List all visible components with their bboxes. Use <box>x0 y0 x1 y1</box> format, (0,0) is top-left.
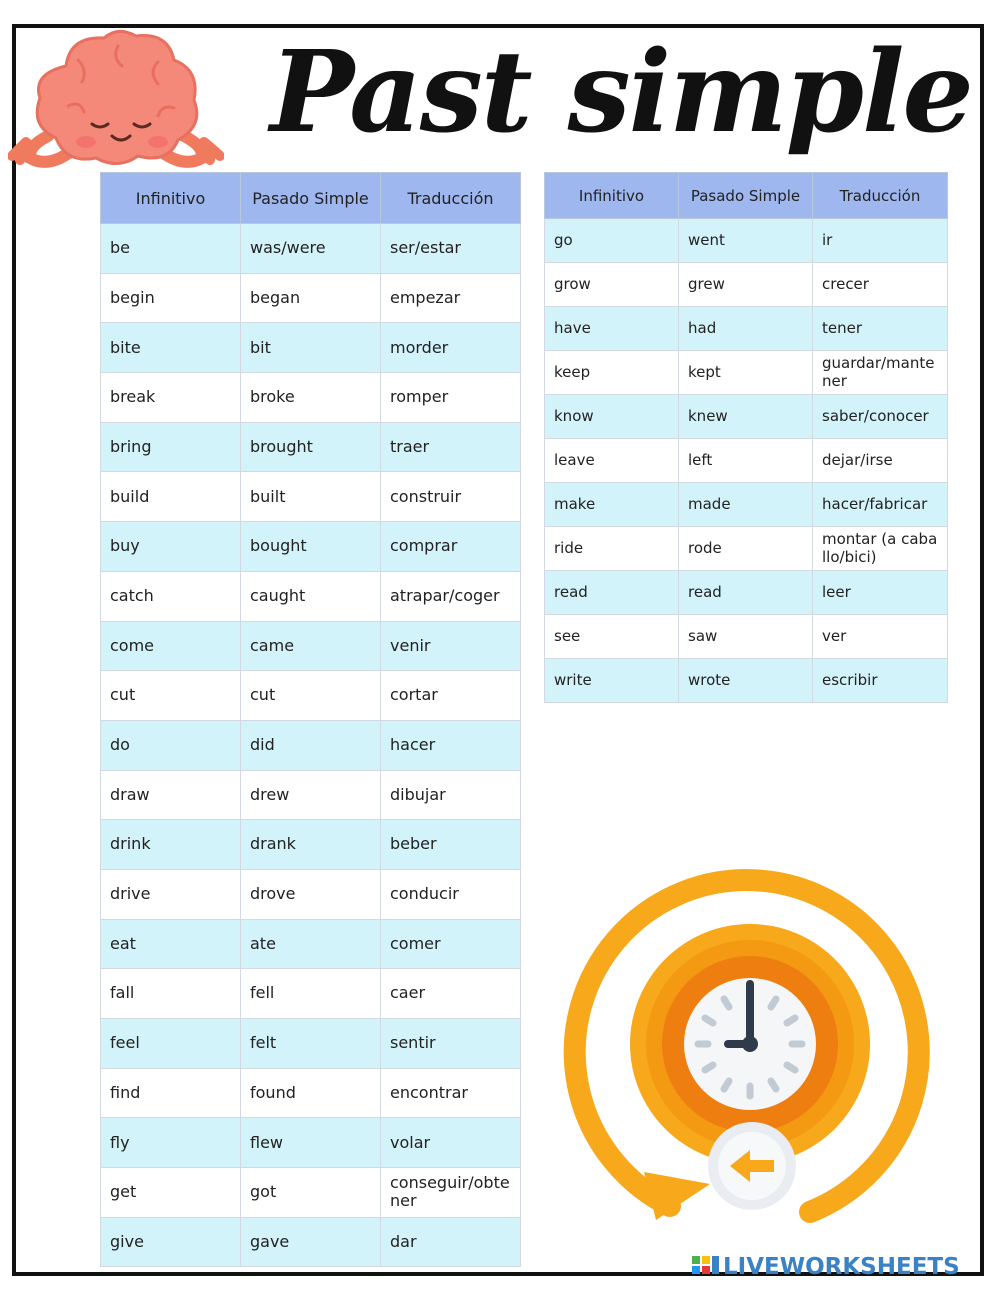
table-row <box>101 820 521 870</box>
liveworksheets-logo-icon <box>692 1254 720 1280</box>
cell-translation: crecer <box>813 263 948 307</box>
liveworksheets-brand[interactable] <box>692 1252 960 1282</box>
cell-past-simple: went <box>679 219 813 263</box>
cell-past-simple: began <box>241 273 381 323</box>
cell-past-simple: drove <box>241 869 381 919</box>
table-row <box>545 307 948 351</box>
table-row <box>101 919 521 969</box>
cell-past-simple: wrote <box>679 659 813 703</box>
cell-past-simple: brought <box>241 422 381 472</box>
cell-infinitive: be <box>101 224 241 274</box>
table-row <box>101 1217 521 1267</box>
cell-translation: escribir <box>813 659 948 703</box>
cell-infinitive: eat <box>101 919 241 969</box>
meditating-brain-icon <box>8 26 224 176</box>
cell-past-simple: rode <box>679 527 813 571</box>
cell-translation: montar (a caballo/bici) <box>813 527 948 571</box>
cell-past-simple: broke <box>241 373 381 423</box>
header-infinitivo: Infinitivo <box>101 173 241 224</box>
cell-infinitive: do <box>101 720 241 770</box>
table-row <box>101 1168 521 1218</box>
cell-past-simple: bit <box>241 323 381 373</box>
cell-infinitive: ride <box>545 527 679 571</box>
table-row <box>545 615 948 659</box>
brand-name: LIVEWORKSHEETS <box>723 1254 960 1280</box>
cell-translation: ver <box>813 615 948 659</box>
table-header-row <box>101 173 521 224</box>
page-title: Past simple <box>270 27 972 158</box>
header-traduccion: Traducción <box>813 173 948 219</box>
cell-past-simple: gave <box>241 1217 381 1267</box>
cell-infinitive: know <box>545 395 679 439</box>
cell-infinitive: leave <box>545 439 679 483</box>
cell-infinitive: fall <box>101 969 241 1019</box>
cell-past-simple: did <box>241 720 381 770</box>
table-row <box>101 422 521 472</box>
cell-infinitive: break <box>101 373 241 423</box>
table-row <box>545 351 948 395</box>
table-row <box>545 395 948 439</box>
cell-infinitive: get <box>101 1168 241 1218</box>
table-row <box>545 659 948 703</box>
cell-past-simple: kept <box>679 351 813 395</box>
cell-translation: ir <box>813 219 948 263</box>
table-row <box>101 969 521 1019</box>
cell-past-simple: read <box>679 571 813 615</box>
cell-past-simple: saw <box>679 615 813 659</box>
cell-infinitive: begin <box>101 273 241 323</box>
cell-infinitive: make <box>545 483 679 527</box>
cell-infinitive: cut <box>101 671 241 721</box>
cell-translation: caer <box>381 969 521 1019</box>
cell-past-simple: drew <box>241 770 381 820</box>
table-row <box>101 273 521 323</box>
header-infinitivo: Infinitivo <box>545 173 679 219</box>
cell-infinitive: find <box>101 1068 241 1118</box>
cell-past-simple: grew <box>679 263 813 307</box>
cell-infinitive: keep <box>545 351 679 395</box>
cell-infinitive: bring <box>101 422 241 472</box>
cell-infinitive: draw <box>101 770 241 820</box>
table-row <box>545 571 948 615</box>
table-row <box>545 483 948 527</box>
cell-infinitive: come <box>101 621 241 671</box>
cell-infinitive: drink <box>101 820 241 870</box>
cell-translation: volar <box>381 1118 521 1168</box>
cell-past-simple: bought <box>241 522 381 572</box>
table-row <box>101 621 521 671</box>
cell-past-simple: ate <box>241 919 381 969</box>
cell-translation: romper <box>381 373 521 423</box>
cell-translation: encontrar <box>381 1068 521 1118</box>
table-row <box>545 219 948 263</box>
irregular-verbs-table-right <box>544 172 948 703</box>
table-row <box>101 472 521 522</box>
cell-infinitive: write <box>545 659 679 703</box>
table-row <box>101 1068 521 1118</box>
cell-past-simple: built <box>241 472 381 522</box>
cell-translation: conseguir/obtener <box>381 1168 521 1218</box>
table-row <box>101 671 521 721</box>
table-row <box>101 323 521 373</box>
cell-translation: morder <box>381 323 521 373</box>
header-traduccion: Traducción <box>381 173 521 224</box>
cell-past-simple: knew <box>679 395 813 439</box>
cell-translation: atrapar/coger <box>381 571 521 621</box>
cell-translation: hacer <box>381 720 521 770</box>
cell-translation: empezar <box>381 273 521 323</box>
cell-infinitive: go <box>545 219 679 263</box>
cell-translation: comer <box>381 919 521 969</box>
cell-infinitive: drive <box>101 869 241 919</box>
cell-translation: sentir <box>381 1019 521 1069</box>
cell-past-simple: fell <box>241 969 381 1019</box>
table-row <box>101 770 521 820</box>
table-row <box>101 571 521 621</box>
cell-translation: comprar <box>381 522 521 572</box>
cell-translation: construir <box>381 472 521 522</box>
table-header-row <box>545 173 948 219</box>
cell-translation: ser/estar <box>381 224 521 274</box>
table-row <box>101 522 521 572</box>
cell-past-simple: came <box>241 621 381 671</box>
cell-past-simple: had <box>679 307 813 351</box>
cell-past-simple: cut <box>241 671 381 721</box>
cell-past-simple: caught <box>241 571 381 621</box>
table-row <box>101 373 521 423</box>
cell-infinitive: have <box>545 307 679 351</box>
cell-infinitive: grow <box>545 263 679 307</box>
cell-infinitive: buy <box>101 522 241 572</box>
cell-translation: beber <box>381 820 521 870</box>
cell-translation: cortar <box>381 671 521 721</box>
clock-rewind-icon <box>560 856 940 1236</box>
table-row <box>101 1118 521 1168</box>
cell-translation: traer <box>381 422 521 472</box>
cell-past-simple: found <box>241 1068 381 1118</box>
table-row <box>545 263 948 307</box>
cell-past-simple: was/were <box>241 224 381 274</box>
cell-translation: dejar/irse <box>813 439 948 483</box>
cell-infinitive: bite <box>101 323 241 373</box>
cell-translation: dar <box>381 1217 521 1267</box>
cell-past-simple: drank <box>241 820 381 870</box>
table-row <box>101 224 521 274</box>
header-pasado-simple: Pasado Simple <box>679 173 813 219</box>
cell-infinitive: build <box>101 472 241 522</box>
table-row <box>101 1019 521 1069</box>
cell-infinitive: feel <box>101 1019 241 1069</box>
cell-infinitive: see <box>545 615 679 659</box>
cell-translation: dibujar <box>381 770 521 820</box>
cell-past-simple: got <box>241 1168 381 1218</box>
cell-infinitive: catch <box>101 571 241 621</box>
cell-past-simple: made <box>679 483 813 527</box>
cell-translation: guardar/mantener <box>813 351 948 395</box>
cell-translation: hacer/fabricar <box>813 483 948 527</box>
table-row <box>545 527 948 571</box>
table-row <box>101 869 521 919</box>
cell-infinitive: give <box>101 1217 241 1267</box>
cell-past-simple: felt <box>241 1019 381 1069</box>
cell-past-simple: left <box>679 439 813 483</box>
table-row <box>101 720 521 770</box>
irregular-verbs-table-left <box>100 172 521 1267</box>
cell-infinitive: fly <box>101 1118 241 1168</box>
cell-translation: saber/conocer <box>813 395 948 439</box>
cell-translation: venir <box>381 621 521 671</box>
cell-past-simple: flew <box>241 1118 381 1168</box>
header-pasado-simple: Pasado Simple <box>241 173 381 224</box>
cell-translation: leer <box>813 571 948 615</box>
cell-translation: conducir <box>381 869 521 919</box>
cell-infinitive: read <box>545 571 679 615</box>
cell-translation: tener <box>813 307 948 351</box>
table-row <box>545 439 948 483</box>
